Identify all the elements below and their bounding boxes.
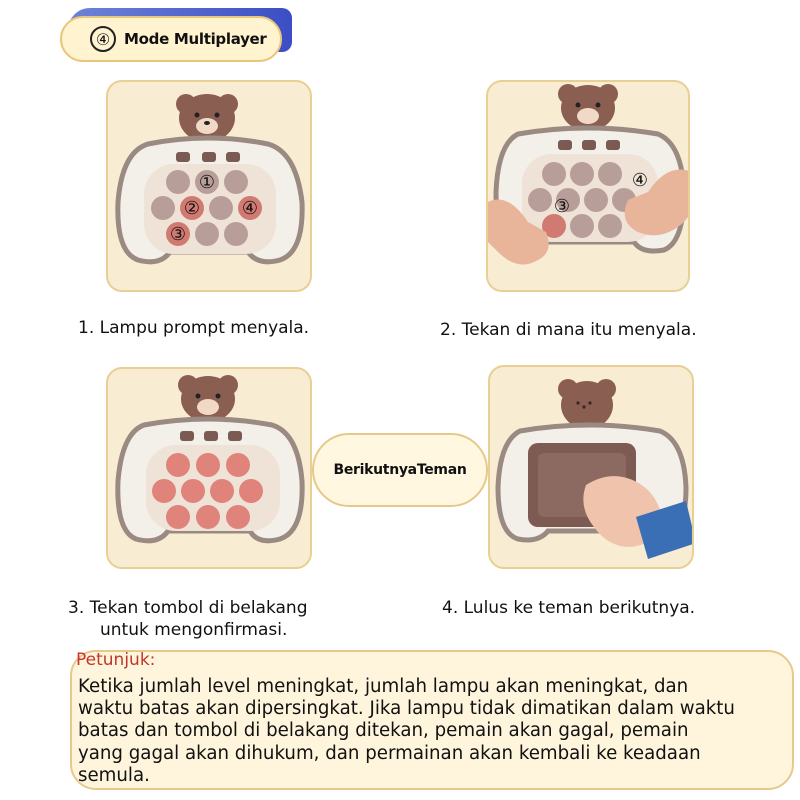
section-title: Mode Multiplayer [124, 30, 267, 48]
title-pill [60, 16, 282, 62]
step-3-caption-line2: untuk mengonfirmasi. [100, 620, 288, 640]
section-number: ④ [90, 26, 116, 52]
step-3-caption-line1: 3. Tekan tombol di belakang [68, 598, 308, 618]
next-friend-text: BerikutnyaTeman [333, 462, 467, 478]
section-title-badge [60, 8, 292, 62]
step-3-illustration [106, 367, 312, 569]
marker-2: ② [183, 198, 201, 219]
tips-label: Petunjuk: [76, 650, 156, 670]
step-2-illustration [486, 80, 690, 292]
hands-pressing-console-image [488, 82, 690, 292]
console-back-button-image [490, 367, 694, 569]
step-1-caption: 1. Lampu prompt menyala. [78, 318, 310, 338]
step-2-caption: 2. Tekan di mana itu menyala. [440, 320, 697, 340]
marker-3: ③ [553, 196, 571, 217]
step-1-illustration [106, 80, 312, 292]
step-3-caption [68, 597, 308, 641]
bear-head-icon [178, 375, 238, 422]
bear-head-icon [176, 94, 238, 142]
step-4-illustration [488, 365, 694, 569]
marker-4: ④ [241, 198, 259, 219]
marker-3: ③ [169, 224, 187, 245]
marker-1: ① [198, 172, 216, 193]
game-console-lit-prompt-image [108, 82, 312, 292]
next-friend-label [312, 433, 488, 507]
marker-4: ④ [631, 170, 649, 191]
game-console-all-lit-image [108, 369, 312, 569]
step-4-caption: 4. Lulus ke teman berikutnya. [442, 598, 696, 618]
bear-head-icon [558, 379, 616, 429]
tips-text: Ketika jumlah level meningkat, jumlah lampu akan meningkat, dan waktu batas akan dipersingkat. Jika lampu tidak dimatikan dalam waktu batas dan tombol di belakang ditekan, pemain akan gagal, pemain yang gagal akan dihukum, dan permainan akan kembali ke keadaan semula. [78, 676, 735, 786]
bear-head-icon [558, 84, 618, 131]
